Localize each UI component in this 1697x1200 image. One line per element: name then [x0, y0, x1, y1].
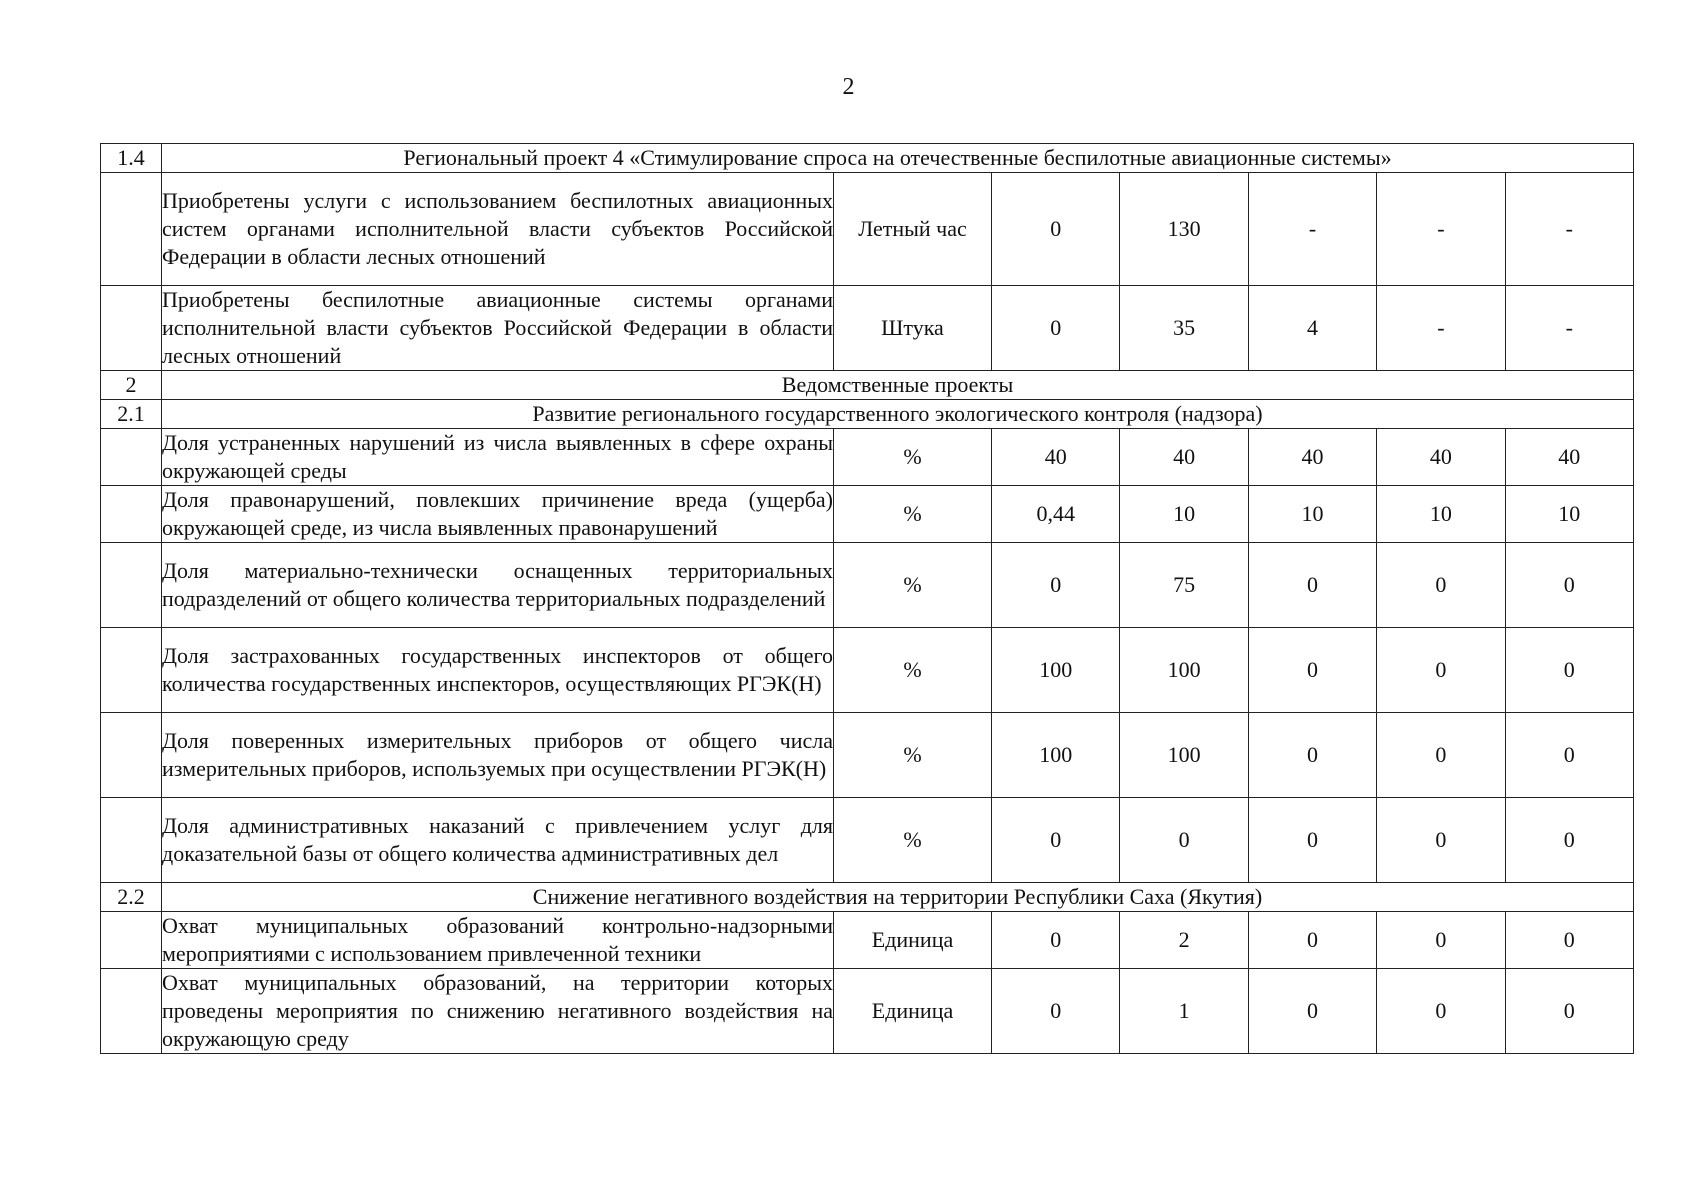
indicator-value: 1	[1120, 969, 1248, 1054]
indicator-name: Доля административных наказаний с привлечением услуг для доказательной базы от общего количества административных дел	[162, 798, 834, 883]
indicator-value: 0	[992, 912, 1120, 969]
indicator-value: 0	[1248, 912, 1376, 969]
indicator-value: 100	[992, 713, 1120, 798]
indicator-name: Доля застрахованных государственных инспекторов от общего количества государственных инспекторов, осуществляющих РГЭК(Н)	[162, 628, 834, 713]
section-title: Развитие регионального государственного экологического контроля (надзора)	[162, 400, 1634, 429]
section-title: Снижение негативного воздействия на территории Республики Саха (Якутия)	[162, 883, 1634, 912]
indicator-value: 0	[1377, 798, 1505, 883]
indicator-name: Доля поверенных измерительных приборов от общего числа измерительных приборов, используемых при осуществлении РГЭК(Н)	[162, 713, 834, 798]
indicator-value: 75	[1120, 543, 1248, 628]
indicator-unit: %	[834, 429, 992, 486]
indicator-row	[101, 429, 1634, 486]
indicator-value: 0	[1377, 912, 1505, 969]
indicator-value: 0	[1248, 543, 1376, 628]
indicator-unit: Единица	[834, 969, 992, 1054]
indicator-name: Приобретены беспилотные авиационные системы органами исполнительной власти субъектов Российской Федерации в области лесных отношений	[162, 286, 834, 371]
indicator-name: Доля материально-технически оснащенных территориальных подразделений от общего количества территориальных подразделений	[162, 543, 834, 628]
indicator-unit: %	[834, 798, 992, 883]
indicator-name: Доля устраненных нарушений из числа выявленных в сфере охраны окружающей среды	[162, 429, 834, 486]
indicator-value: 10	[1120, 486, 1248, 543]
indicator-number	[101, 173, 162, 286]
indicator-value: 0	[1505, 628, 1633, 713]
indicator-row	[101, 798, 1634, 883]
indicator-number	[101, 628, 162, 713]
indicator-value: 100	[992, 628, 1120, 713]
indicator-value: 0,44	[992, 486, 1120, 543]
indicator-number	[101, 713, 162, 798]
indicator-row	[101, 543, 1634, 628]
indicator-value: 130	[1120, 173, 1248, 286]
indicator-value: 0	[1377, 543, 1505, 628]
indicator-value: 0	[1248, 713, 1376, 798]
section-title: Региональный проект 4 «Стимулирование спроса на отечественные беспилотные авиационные системы»	[162, 144, 1634, 173]
indicator-value: 0	[1248, 628, 1376, 713]
section-number: 1.4	[101, 144, 162, 173]
indicator-value: 0	[992, 286, 1120, 371]
indicator-value: 0	[1505, 912, 1633, 969]
indicator-value: 0	[1120, 798, 1248, 883]
indicator-value: 2	[1120, 912, 1248, 969]
section-number: 2.1	[101, 400, 162, 429]
indicator-value: 0	[1377, 713, 1505, 798]
indicator-value: 10	[1505, 486, 1633, 543]
indicator-value: 0	[1505, 798, 1633, 883]
indicator-row	[101, 969, 1634, 1054]
indicator-name: Доля правонарушений, повлекших причинение вреда (ущерба) окружающей среде, из числа выявленных правонарушений	[162, 486, 834, 543]
section-header-row	[101, 144, 1634, 173]
section-header-row	[101, 400, 1634, 429]
indicator-number	[101, 912, 162, 969]
indicator-number	[101, 286, 162, 371]
indicator-value: 0	[992, 969, 1120, 1054]
page-number: 2	[842, 74, 855, 100]
indicator-value: -	[1377, 286, 1505, 371]
indicator-unit: Летный час	[834, 173, 992, 286]
indicator-value: 40	[1120, 429, 1248, 486]
indicator-row	[101, 173, 1634, 286]
indicator-value: 0	[1505, 969, 1633, 1054]
indicator-unit: %	[834, 486, 992, 543]
indicator-number	[101, 798, 162, 883]
indicator-unit: %	[834, 543, 992, 628]
indicator-value: -	[1248, 173, 1376, 286]
indicator-row	[101, 628, 1634, 713]
indicator-value: 100	[1120, 713, 1248, 798]
indicators-table	[100, 143, 1634, 1054]
indicator-value: 100	[1120, 628, 1248, 713]
indicator-name: Охват муниципальных образований контрольно-надзорными мероприятиями с использованием привлеченной техники	[162, 912, 834, 969]
indicator-value: 40	[1377, 429, 1505, 486]
indicator-number	[101, 969, 162, 1054]
indicator-number	[101, 486, 162, 543]
indicator-value: -	[1377, 173, 1505, 286]
indicator-number	[101, 543, 162, 628]
indicator-value: 40	[1505, 429, 1633, 486]
indicator-name: Приобретены услуги с использованием беспилотных авиационных систем органами исполнительной власти субъектов Российской Федерации в области лесных отношений	[162, 173, 834, 286]
indicator-number	[101, 429, 162, 486]
indicator-value: 35	[1120, 286, 1248, 371]
indicator-value: 0	[1377, 969, 1505, 1054]
section-number: 2	[101, 371, 162, 400]
indicator-value: 0	[1248, 798, 1376, 883]
indicator-unit: Единица	[834, 912, 992, 969]
indicator-unit: Штука	[834, 286, 992, 371]
indicator-name: Охват муниципальных образований, на территории которых проведены мероприятия по снижению негативного воздействия на окружающую среду	[162, 969, 834, 1054]
indicator-value: 0	[992, 798, 1120, 883]
indicator-value: 0	[1248, 969, 1376, 1054]
indicator-value: 10	[1377, 486, 1505, 543]
section-number: 2.2	[101, 883, 162, 912]
indicator-row	[101, 713, 1634, 798]
indicator-row	[101, 286, 1634, 371]
indicator-value: 0	[1377, 628, 1505, 713]
indicator-value: -	[1505, 173, 1633, 286]
indicator-value: 0	[992, 173, 1120, 286]
section-header-row	[101, 883, 1634, 912]
indicator-value: -	[1505, 286, 1633, 371]
indicator-unit: %	[834, 713, 992, 798]
indicator-row	[101, 486, 1634, 543]
section-title: Ведомственные проекты	[162, 371, 1634, 400]
indicator-value: 0	[1505, 713, 1633, 798]
indicator-unit: %	[834, 628, 992, 713]
indicator-value: 0	[992, 543, 1120, 628]
indicator-value: 4	[1248, 286, 1376, 371]
section-header-row	[101, 371, 1634, 400]
indicator-value: 10	[1248, 486, 1376, 543]
indicator-value: 40	[1248, 429, 1376, 486]
indicator-row	[101, 912, 1634, 969]
indicator-value: 40	[992, 429, 1120, 486]
indicator-value: 0	[1505, 543, 1633, 628]
